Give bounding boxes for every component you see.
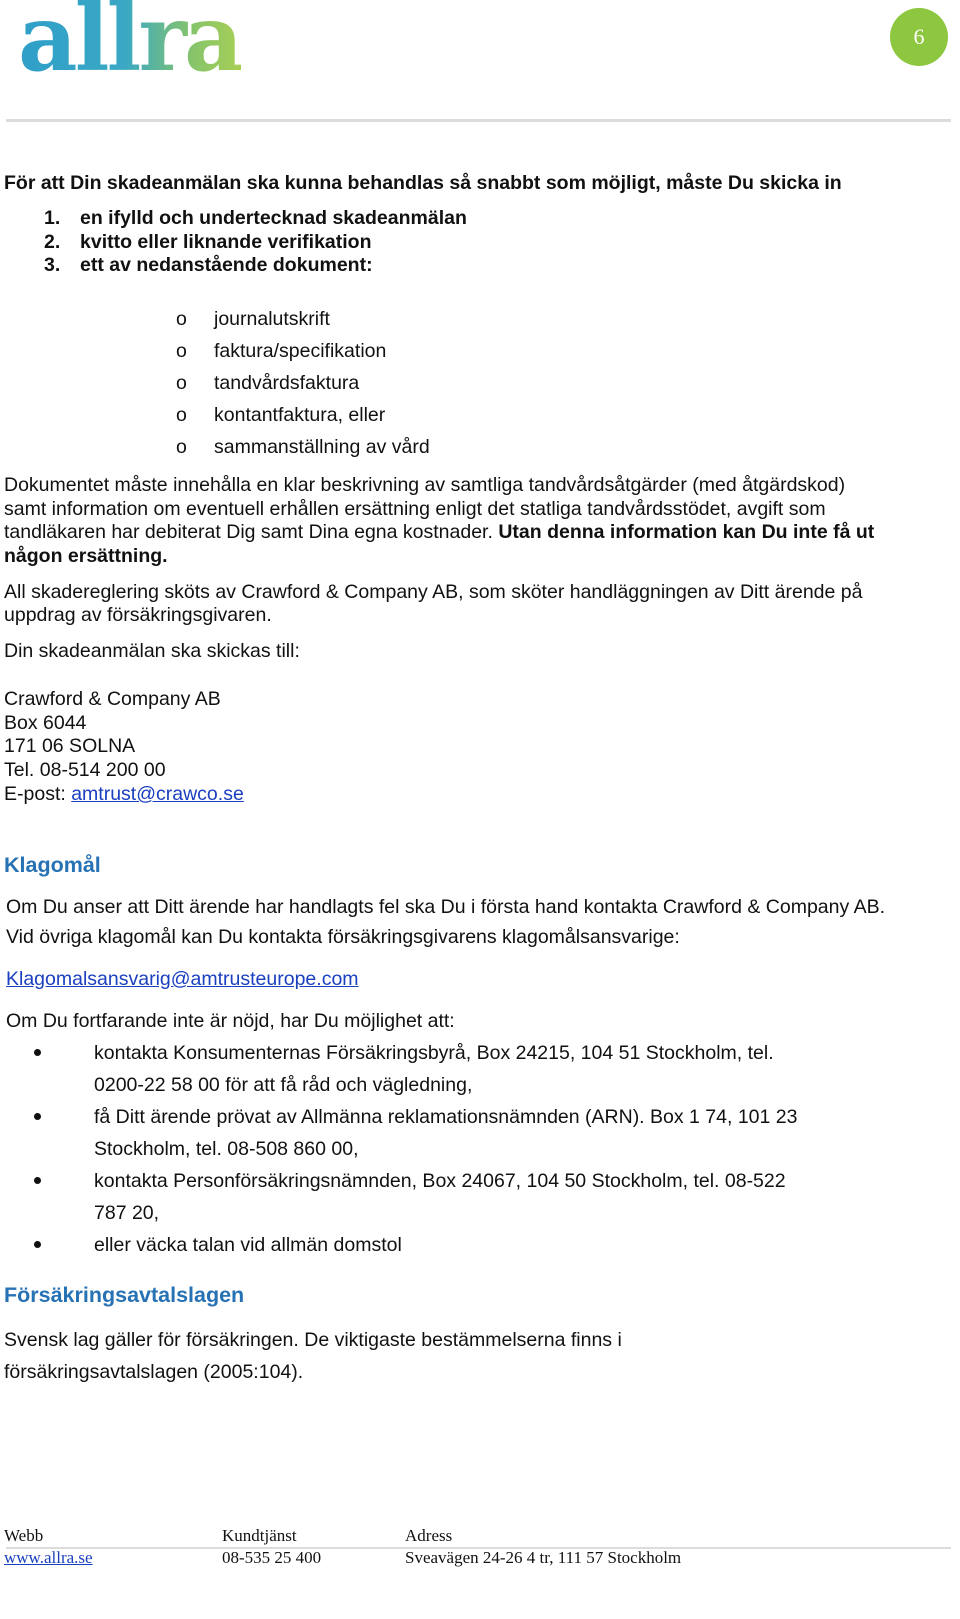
circle-bullet-icon: o: [176, 340, 187, 362]
sub-list-item: [176, 404, 385, 427]
footer-web-row: [4, 1548, 93, 1568]
footer-address-label: Adress: [405, 1526, 453, 1545]
bullet-text: 0200-22 58 00 för att få råd och vägledning,: [94, 1074, 473, 1096]
claims-para-line: All skadereglering sköts av Crawford & Company AB, som sköter handläggningen av Ditt ärende på: [4, 581, 863, 603]
address-company: Crawford & Company AB: [4, 688, 221, 710]
sub-item-text: kontantfaktura, eller: [214, 404, 386, 426]
bullet-text: få Ditt ärende prövat av Allmänna reklamationsnämnden (ARN). Box 1 74, 101 23: [94, 1106, 798, 1128]
sub-item-text: tandvårdsfaktura: [214, 372, 360, 394]
crawco-email-link[interactable]: amtrust@crawco.se: [71, 783, 244, 805]
circle-bullet-icon: o: [176, 372, 187, 394]
item-number: 3.: [44, 254, 61, 276]
circle-bullet-icon: o: [176, 404, 187, 426]
numbered-item: [44, 254, 373, 277]
sub-item-text: sammanställning av vård: [214, 436, 430, 458]
bullet-text: kontakta Konsumenternas Försäkringsbyrå, Box 24215, 104 51 Stockholm, tel.: [94, 1042, 774, 1064]
sub-list-item: [176, 372, 359, 395]
bullet-icon: [34, 1177, 41, 1184]
numbered-item: [44, 231, 372, 254]
complaints-line: Om Du anser att Ditt ärende har handlagts fel ska Du i första hand kontakta Crawford & Company AB.: [6, 896, 886, 918]
bullet-icon: [34, 1049, 41, 1056]
doc-para-line: [4, 521, 874, 544]
item-text: en ifylld och undertecknad skadeanmälan: [80, 207, 467, 229]
bullet-text: kontakta Personförsäkringsnämnden, Box 24067, 104 50 Stockholm, tel. 08-522: [94, 1170, 786, 1192]
address-box: Box 6044: [4, 712, 87, 734]
item-text: kvitto eller liknande verifikation: [80, 231, 372, 253]
bullet-text: Stockholm, tel. 08-508 860 00,: [94, 1138, 359, 1160]
doc-para-warning: Utan denna information kan Du inte få ut: [498, 521, 875, 543]
item-number: 2.: [44, 231, 61, 253]
footer-service-label: Kundtjänst: [222, 1526, 297, 1545]
bullet-icon: [34, 1241, 41, 1248]
doc-para-warning: någon ersättning.: [4, 545, 168, 567]
bullet-text: eller väcka talan vid allmän domstol: [94, 1234, 402, 1256]
law-heading: Försäkringsavtalslagen: [4, 1283, 245, 1307]
complaints-heading: Klagomål: [4, 853, 101, 877]
sub-item-text: faktura/specifikation: [214, 340, 387, 362]
doc-para-line: samt information om eventuell erhållen ersättning enligt det statliga tandvårdsstödet, avgift som: [4, 498, 826, 520]
complaints-line: Vid övriga klagomål kan Du kontakta försäkringsgivarens klagomålsansvarige:: [6, 926, 680, 948]
page-number-badge: 6: [890, 8, 948, 66]
sub-list-item: [176, 340, 386, 363]
sub-list-item: [176, 308, 330, 331]
footer-service-value: 08-535 25 400: [222, 1548, 322, 1567]
address-city: 171 06 SOLNA: [4, 735, 136, 757]
law-line: försäkringsavtalslagen (2005:104).: [4, 1361, 304, 1383]
circle-bullet-icon: o: [176, 436, 187, 458]
address-email-row: [4, 783, 244, 806]
bullet-icon: [34, 1113, 41, 1120]
doc-para-line: Dokumentet måste innehålla en klar beskrivning av samtliga tandvårdsåtgärder (med åtgärdskod): [4, 474, 846, 496]
claims-para-line: uppdrag av försäkringsgivaren.: [4, 604, 272, 626]
allra-logo: allra: [18, 0, 241, 84]
item-text: ett av nedanstående dokument:: [80, 254, 373, 276]
sub-item-text: journalutskrift: [214, 308, 330, 330]
intro-text: För att Din skadeanmälan ska kunna behandlas så snabbt som möjligt, måste Du skicka in: [4, 172, 842, 194]
doc-para-text: tandläkaren har debiterat Dig samt Dina egna kostnader.: [4, 521, 499, 543]
complaints-email-row: [6, 968, 359, 991]
footer-address-value: Sveavägen 24-26 4 tr, 111 57 Stockholm: [405, 1548, 682, 1567]
complaints-line: Om Du fortfarande inte är nöjd, har Du möjlighet att:: [6, 1010, 455, 1032]
bullet-text: 787 20,: [94, 1202, 160, 1224]
numbered-item: [44, 207, 467, 230]
circle-bullet-icon: o: [176, 308, 187, 330]
sub-list-item: [176, 436, 430, 459]
send-to-label: Din skadeanmälan ska skickas till:: [4, 640, 300, 662]
footer-web-label: Webb: [4, 1526, 44, 1545]
header-divider: [6, 119, 951, 122]
complaints-email-link[interactable]: Klagomalsansvarig@amtrusteurope.com: [6, 968, 359, 990]
law-line: Svensk lag gäller för försäkringen. De viktigaste bestämmelserna finns i: [4, 1329, 622, 1351]
item-number: 1.: [44, 207, 61, 229]
footer-web-link[interactable]: www.allra.se: [4, 1548, 93, 1567]
address-phone: Tel. 08-514 200 00: [4, 759, 166, 781]
email-label: E-post:: [4, 783, 72, 805]
